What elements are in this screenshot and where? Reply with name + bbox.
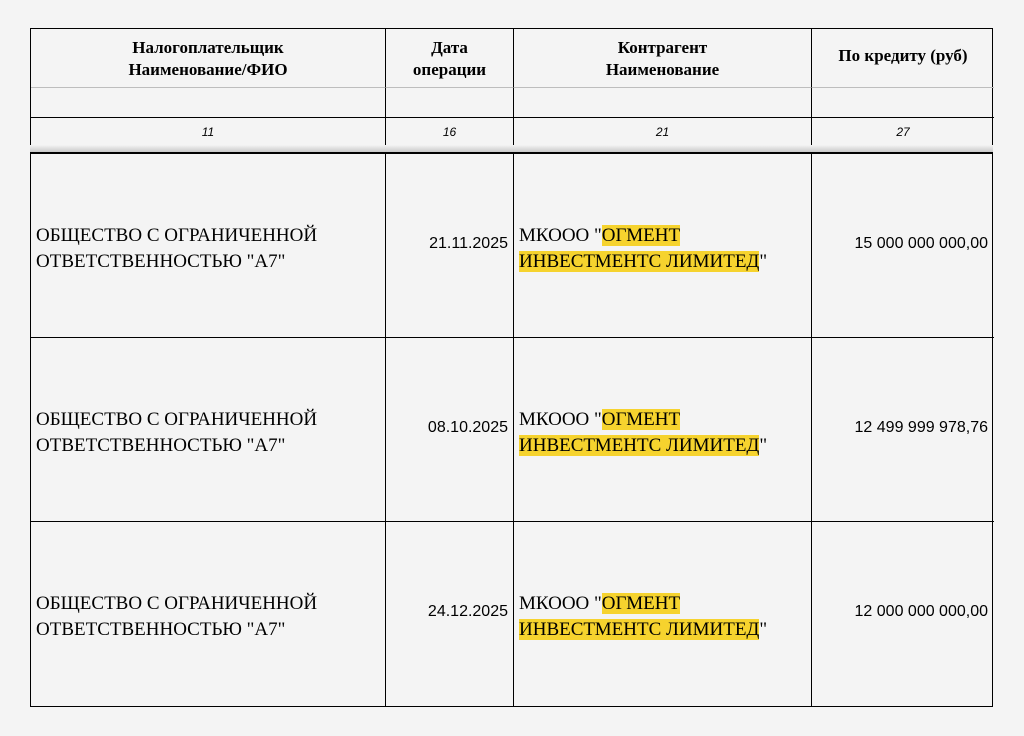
counterparty-highlight: ОГМЕНТ bbox=[601, 408, 681, 430]
counterparty-suffix: " bbox=[759, 250, 768, 272]
header-empty-cell bbox=[514, 87, 812, 117]
column-number: 27 bbox=[812, 117, 994, 146]
header-counterparty-line1: Контрагент bbox=[617, 38, 708, 57]
counterparty-prefix: МКООО " bbox=[519, 593, 602, 614]
credit-cell: 12 000 000 000,00 bbox=[854, 603, 988, 620]
header-date-line1: Дата bbox=[431, 38, 468, 57]
header-empty-cell bbox=[812, 87, 994, 117]
counterparty-highlight: ИНВЕСТМЕНТС ЛИМИТЕД bbox=[519, 434, 760, 456]
header-empty-cell bbox=[386, 87, 514, 117]
taxpayer-line1: ОБЩЕСТВО С ОГРАНИЧЕННОЙ bbox=[36, 408, 318, 430]
header-counterparty-line2: Наименование bbox=[605, 60, 720, 79]
counterparty-suffix: " bbox=[759, 619, 768, 640]
date-cell: 21.11.2025 bbox=[386, 154, 514, 338]
header-date-line2: операции bbox=[412, 60, 487, 79]
header-credit bbox=[812, 29, 994, 87]
taxpayer-line2: ОТВЕТСТВЕННОСТЬЮ "А7" bbox=[36, 250, 286, 272]
counterparty-highlight: ИНВЕСТМЕНТС ЛИМИТЕД bbox=[519, 619, 760, 640]
taxpayer-cell bbox=[31, 338, 386, 522]
counterparty-highlight: ОГМЕНТ bbox=[601, 593, 681, 614]
table-header bbox=[30, 28, 993, 147]
taxpayer-line1: ОБЩЕСТВО С ОГРАНИЧЕННОЙ bbox=[36, 224, 318, 246]
table-body bbox=[30, 152, 993, 707]
date-cell: 08.10.2025 bbox=[386, 338, 514, 522]
counterparty-highlight: ИНВЕСТМЕНТС ЛИМИТЕД bbox=[519, 250, 760, 272]
header-date bbox=[386, 29, 514, 87]
taxpayer-line2: ОТВЕТСТВЕННОСТЬЮ "А7" bbox=[36, 619, 286, 640]
taxpayer-line1: ОБЩЕСТВО С ОГРАНИЧЕННОЙ bbox=[36, 593, 318, 614]
header-taxpayer bbox=[31, 29, 386, 87]
counterparty-suffix: " bbox=[759, 434, 768, 456]
counterparty-cell bbox=[514, 522, 812, 706]
header-counterparty bbox=[514, 29, 812, 87]
header-taxpayer-line1: Налогоплательщик bbox=[132, 38, 284, 57]
column-number: 16 bbox=[386, 117, 514, 146]
column-number: 21 bbox=[514, 117, 812, 146]
taxpayer-line2: ОТВЕТСТВЕННОСТЬЮ "А7" bbox=[36, 434, 286, 456]
credit-cell: 15 000 000 000,00 bbox=[812, 154, 994, 338]
page-break-shadow bbox=[30, 145, 993, 152]
date-cell: 24.12.2025 bbox=[386, 522, 514, 706]
counterparty-prefix: МКООО " bbox=[519, 224, 602, 246]
counterparty-highlight: ОГМЕНТ bbox=[601, 224, 681, 246]
counterparty-cell bbox=[514, 338, 812, 522]
header-credit-line1: По кредиту (руб) bbox=[838, 46, 968, 65]
taxpayer-cell bbox=[31, 154, 386, 338]
taxpayer-cell bbox=[31, 522, 386, 706]
credit-cell: 12 499 999 978,76 bbox=[812, 338, 994, 522]
header-empty-cell bbox=[31, 87, 386, 117]
counterparty-prefix: МКООО " bbox=[519, 408, 602, 430]
counterparty-cell bbox=[514, 154, 812, 338]
header-taxpayer-line2: Наименование/ФИО bbox=[128, 60, 288, 79]
column-number: 11 bbox=[31, 117, 386, 146]
